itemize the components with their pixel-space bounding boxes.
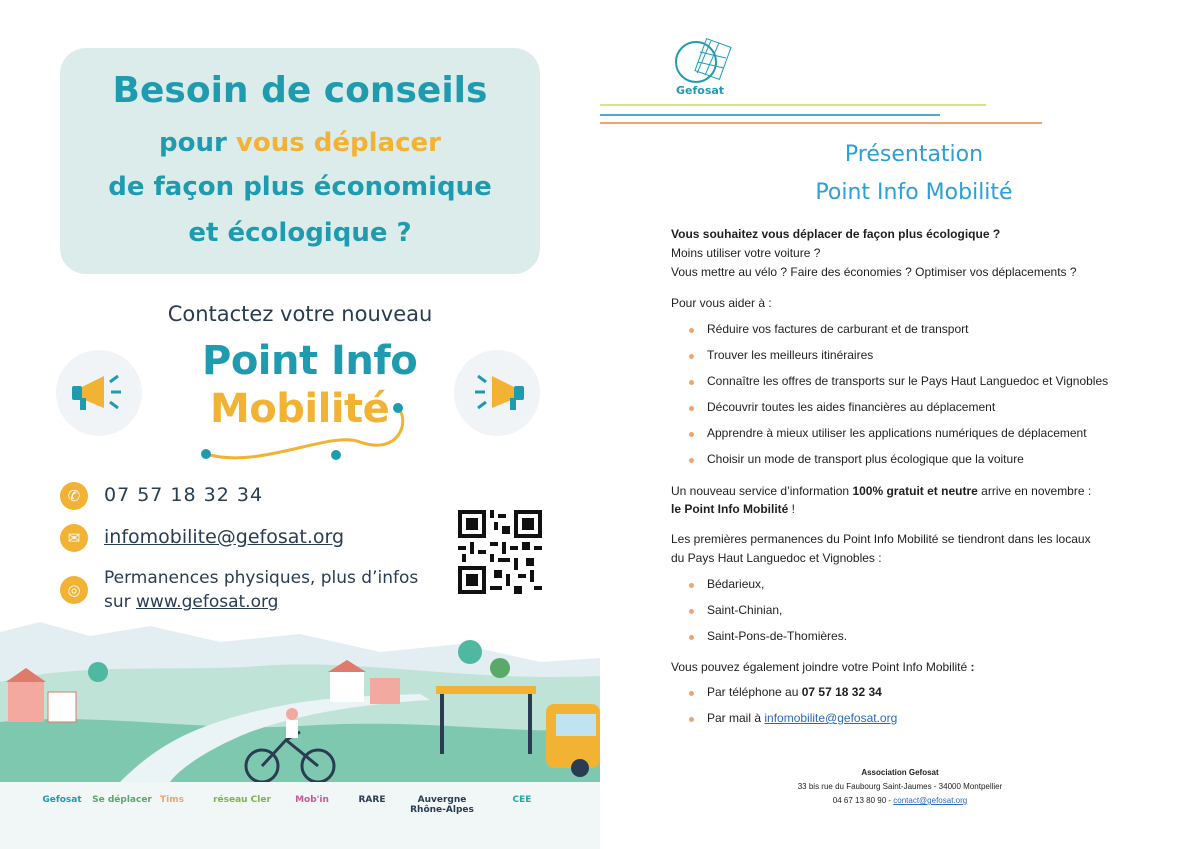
decorative-line [600,122,1042,124]
partner-logo: RARE [358,795,386,805]
bullet-dot [689,380,694,385]
join-colon: : [970,660,975,674]
permanences-line-1: Les premières permanences du Point Info Mobilité se tiendront dans les locaux [671,532,1091,546]
mail-icon: ✉ [60,524,88,552]
megaphone-icon [56,350,142,436]
phone-icon: ✆ [60,482,88,510]
bullet-dot [689,406,694,411]
footer-org: Association Gefosat [861,768,939,777]
hero-box [60,48,540,274]
partner-logo: Tims [160,795,184,805]
email-link[interactable]: infomobilite@gefosat.org [104,526,345,548]
service-post: arrive en novembre : [977,484,1092,498]
bullet-dot [689,458,694,463]
permanences-text-2 [104,592,278,612]
bullet-dot [689,609,694,614]
decorative-line [600,104,986,106]
partner-logo: Se déplacer [92,795,152,805]
join-phone: 07 57 18 32 34 [801,685,882,699]
join-phone-line [707,685,882,699]
point-info-mobilite-logo [160,330,440,470]
help-item: Découvrir toutes les aides financières au déplacement [707,400,996,414]
bullet-dot [689,635,694,640]
permanences-text: Permanences physiques, plus d’infos [104,568,419,588]
join-phone-pre: Par téléphone au [707,685,802,699]
footer-contact [600,796,1200,805]
footer-address: 33 bis rue du Faubourg Saint-Jaumes - 34000 Montpellier [797,782,1003,791]
service-line-2 [671,502,795,516]
service-line-2-post: ! [788,502,795,516]
intro-line-2: Moins utiliser votre voiture ? [671,246,821,260]
place-item: Bédarieux, [707,577,765,591]
place-item: Saint-Chinian, [707,603,783,617]
help-item: Réduire vos factures de carburant et de transport [707,322,969,336]
hero-line-2-accent: vous déplacer [235,128,441,158]
help-item: Trouver les meilleurs itinéraires [707,348,874,362]
intro-question: Vous souhaitez vous déplacer de façon plus écologique ? [671,227,1001,241]
join-mail-line [707,711,897,725]
qr-code[interactable] [458,510,542,594]
help-item: Connaître les offres de transports sur le Pays Haut Languedoc et Vignobles [707,374,1109,388]
help-item: Apprendre à mieux utiliser les applications numériques de déplacement [707,426,1087,440]
bullet-dot [689,328,694,333]
contact-title: Contactez votre nouveau [167,302,433,326]
gefosat-brand: Gefosat [676,84,725,97]
partner-logo: Mob'in [295,795,329,805]
bullet-dot [689,583,694,588]
logo-word-mobilite: Mobilité [210,386,390,432]
join-line [671,660,975,674]
service-pre: Un nouveau service d’information [671,484,853,498]
decorative-line [600,114,940,116]
hero-headline: Besoin de conseils [112,70,488,111]
join-mail-pre: Par mail à [707,711,765,725]
website-link[interactable]: www.gefosat.org [136,592,279,612]
partner-logo: Auvergne Rhône-Alpes [410,795,474,815]
document-panel [600,0,1200,849]
footer-mail-link[interactable]: contact@gefosat.org [893,796,968,805]
megaphone-icon [454,350,540,436]
doc-subtitle: Point Info Mobilité [815,180,1013,205]
partner-logos [0,782,600,849]
join-pre: Vous pouvez également joindre votre Point Info Mobilité [671,660,971,674]
permanences-line-2: du Pays Haut Languedoc et Vignobles : [671,551,882,565]
service-line [671,484,1091,498]
doc-title: Présentation [844,142,984,167]
partner-logo: réseau Cler [213,795,271,805]
bullet-dot [689,354,694,359]
join-mail-link[interactable]: infomobilite@gefosat.org [764,711,898,725]
hero-line-2-pre: pour [159,128,236,158]
service-bold: 100% gratuit et neutre [852,484,978,498]
perm-pre: sur [104,592,137,612]
help-item: Choisir un mode de transport plus écologique que la voiture [707,452,1024,466]
service-line-2-bold: le Point Info Mobilité [671,502,789,516]
bullet-dot [689,717,694,722]
globe-icon: ◎ [60,576,88,604]
hero-line-4: et écologique ? [188,218,412,248]
logo-word-point-info: Point Info [202,338,418,384]
footer-tel: 04 67 13 80 90 - [832,796,894,805]
bullet-dot [689,691,694,696]
landscape-illustration [0,622,600,782]
hero-line-2 [60,128,540,158]
bullet-dot [689,432,694,437]
partner-logo: CEE [512,795,532,805]
help-title: Pour vous aider à : [671,296,772,310]
partner-logo: Gefosat [42,795,82,805]
intro-line-3: Vous mettre au vélo ? Faire des économies ? Optimiser vos déplacements ? [671,265,1077,279]
hero-line-3: de façon plus économique [108,172,492,202]
phone-number: 07 57 18 32 34 [104,484,264,506]
place-item: Saint-Pons-de-Thomières. [707,629,848,643]
